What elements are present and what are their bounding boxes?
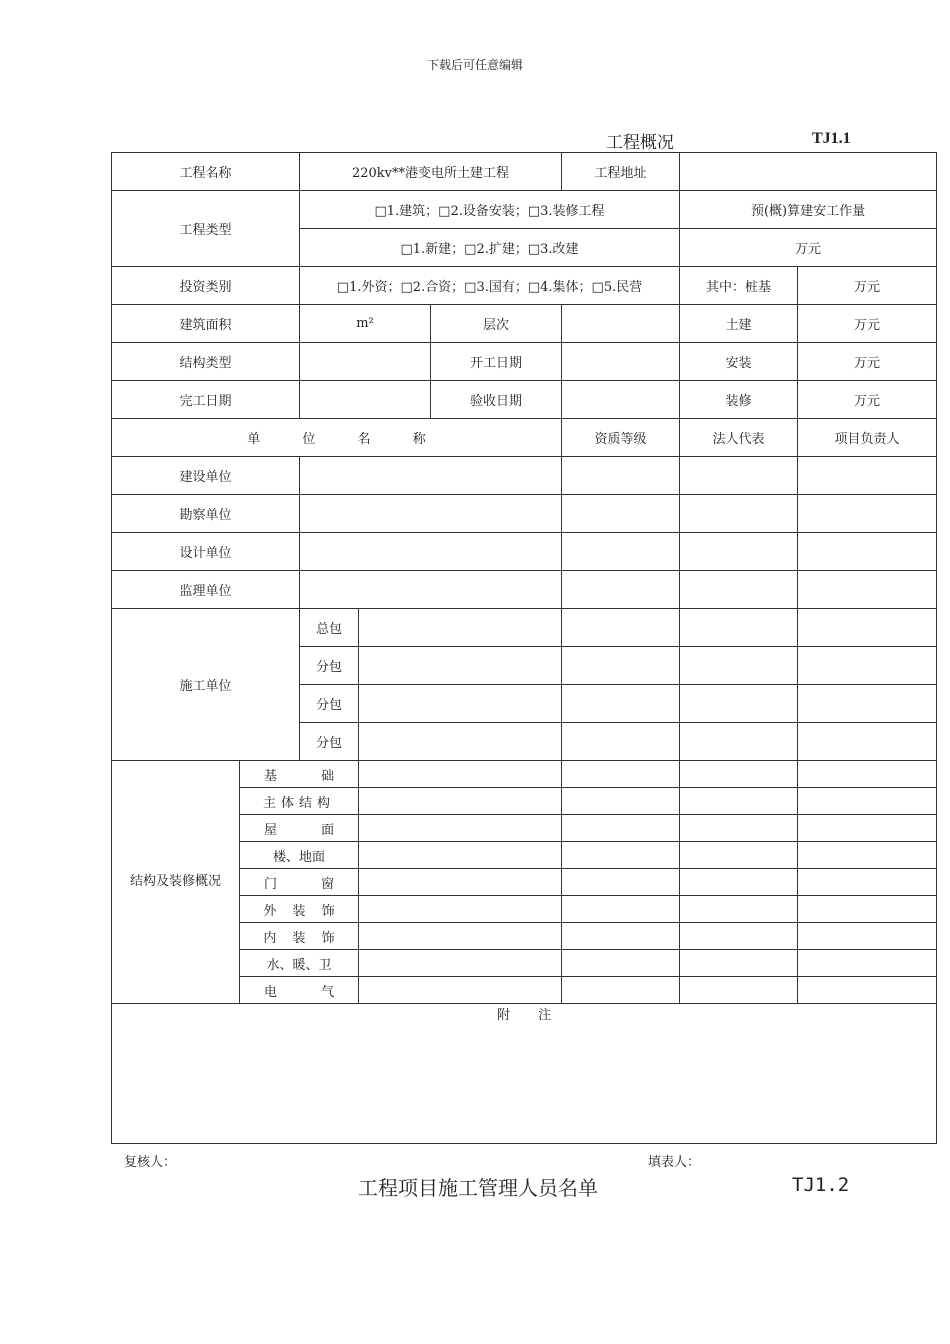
overview-value[interactable]: [562, 815, 680, 842]
reviewer-label: 复核人：: [124, 1155, 177, 1170]
overview-value[interactable]: [359, 977, 562, 1004]
overview-value[interactable]: [798, 923, 937, 950]
subcontract-name[interactable]: [359, 647, 562, 685]
finish-date-value[interactable]: [300, 381, 431, 419]
overview-value[interactable]: [798, 842, 937, 869]
construction-label: 施工单位: [112, 609, 300, 761]
owner-label: 建设单位: [112, 457, 300, 495]
filler-label: 填表人：: [648, 1155, 701, 1170]
subcontract-name[interactable]: [359, 723, 562, 761]
overview-item-roof: 屋 面: [240, 815, 359, 842]
overview-value[interactable]: [798, 950, 937, 977]
overview-value[interactable]: [359, 950, 562, 977]
legal-rep-header: 法人代表: [680, 419, 798, 457]
owner-name[interactable]: [300, 457, 562, 495]
form-title: 工程概况: [606, 133, 674, 153]
subcontract-label: 分包: [300, 723, 359, 761]
unit-name-header: 单 位 名 称: [112, 419, 562, 457]
general-contract-manager[interactable]: [798, 609, 937, 647]
overview-value[interactable]: [798, 869, 937, 896]
subcontract-qualification[interactable]: [562, 685, 680, 723]
civil-unit[interactable]: 万元: [798, 305, 937, 343]
structure-label: 结构类型: [112, 343, 300, 381]
overview-item-doors-windows: 门 窗: [240, 869, 359, 896]
qualification-header: 资质等级: [562, 419, 680, 457]
acceptance-date-label: 验收日期: [431, 381, 562, 419]
install-label: 安装: [680, 343, 798, 381]
remarks-field[interactable]: 附 注: [112, 1004, 937, 1144]
supervision-qualification[interactable]: [562, 571, 680, 609]
subcontract-manager[interactable]: [798, 723, 937, 761]
design-legal-rep[interactable]: [680, 533, 798, 571]
subcontract-label: 分包: [300, 685, 359, 723]
overview-value[interactable]: [562, 896, 680, 923]
overview-item-electrical: 电 气: [240, 977, 359, 1004]
overview-value[interactable]: [680, 842, 798, 869]
pile-unit[interactable]: 万元: [798, 267, 937, 305]
finish-date-label: 完工日期: [112, 381, 300, 419]
decoration-label: 装修: [680, 381, 798, 419]
overview-value[interactable]: [798, 815, 937, 842]
overview-value[interactable]: [562, 761, 680, 788]
survey-legal-rep[interactable]: [680, 495, 798, 533]
project-name-value[interactable]: 220kv**港变电所土建工程: [300, 153, 562, 191]
design-name[interactable]: [300, 533, 562, 571]
floors-label: 层次: [431, 305, 562, 343]
project-name-label: 工程名称: [112, 153, 300, 191]
overview-value[interactable]: [359, 869, 562, 896]
overview-item-plumbing: 水、暖、卫: [240, 950, 359, 977]
overview-value[interactable]: [680, 788, 798, 815]
overview-value[interactable]: [680, 869, 798, 896]
general-contract-label: 总包: [300, 609, 359, 647]
second-form-code: TJ1.2: [792, 1174, 850, 1196]
overview-value[interactable]: [680, 923, 798, 950]
owner-legal-rep[interactable]: [680, 457, 798, 495]
overview-value[interactable]: [680, 950, 798, 977]
overview-value[interactable]: [798, 761, 937, 788]
survey-qualification[interactable]: [562, 495, 680, 533]
overview-value[interactable]: [359, 788, 562, 815]
project-manager-header: 项目负责人: [798, 419, 937, 457]
project-type-options-2[interactable]: □1.新建；□2.扩建；□3.改建: [300, 229, 680, 267]
budget-total-unit[interactable]: 万元: [680, 229, 937, 267]
overview-value[interactable]: [359, 761, 562, 788]
owner-manager[interactable]: [798, 457, 937, 495]
overview-item-foundation: 基 础: [240, 761, 359, 788]
project-type-options-1[interactable]: □1.建筑；□2.设备安装；□3.装修工程: [300, 191, 680, 229]
install-unit[interactable]: 万元: [798, 343, 937, 381]
overview-item-floor: 楼、地面: [240, 842, 359, 869]
overview-item-interior: 内 装 饰: [240, 923, 359, 950]
second-form-title: 工程项目施工管理人员名单: [358, 1176, 598, 1200]
design-manager[interactable]: [798, 533, 937, 571]
overview-value[interactable]: [359, 842, 562, 869]
budget-label: 预(概)算建安工作量: [680, 191, 937, 229]
owner-qualification[interactable]: [562, 457, 680, 495]
address-value[interactable]: [680, 153, 937, 191]
survey-label: 勘察单位: [112, 495, 300, 533]
overview-value[interactable]: [562, 977, 680, 1004]
pile-label: 其中：桩基: [680, 267, 798, 305]
subcontract-qualification[interactable]: [562, 723, 680, 761]
supervision-label: 监理单位: [112, 571, 300, 609]
general-contract-qualification[interactable]: [562, 609, 680, 647]
civil-label: 土建: [680, 305, 798, 343]
overview-value[interactable]: [562, 950, 680, 977]
project-overview-table: [111, 152, 937, 1144]
subcontract-qualification[interactable]: [562, 647, 680, 685]
acceptance-date-value[interactable]: [562, 381, 680, 419]
subcontract-label: 分包: [300, 647, 359, 685]
overview-value[interactable]: [680, 815, 798, 842]
supervision-manager[interactable]: [798, 571, 937, 609]
overview-value[interactable]: [359, 896, 562, 923]
investment-options[interactable]: □1.外资；□2.合资；□3.国有；□4.集体；□5.民营: [300, 267, 680, 305]
subcontract-manager[interactable]: [798, 685, 937, 723]
investment-label: 投资类别: [112, 267, 300, 305]
project-type-label: 工程类型: [112, 191, 300, 267]
overview-value[interactable]: [680, 761, 798, 788]
supervision-name[interactable]: [300, 571, 562, 609]
survey-name[interactable]: [300, 495, 562, 533]
overview-value[interactable]: [562, 842, 680, 869]
floors-value[interactable]: [562, 305, 680, 343]
area-value[interactable]: m²: [300, 305, 431, 343]
general-contract-name[interactable]: [359, 609, 562, 647]
area-label: 建筑面积: [112, 305, 300, 343]
overview-value[interactable]: [798, 977, 937, 1004]
overview-value[interactable]: [359, 815, 562, 842]
overview-value[interactable]: [562, 923, 680, 950]
decoration-unit[interactable]: 万元: [798, 381, 937, 419]
overview-item-exterior: 外 装 饰: [240, 896, 359, 923]
overview-value[interactable]: [680, 977, 798, 1004]
address-label: 工程地址: [562, 153, 680, 191]
header-note: 下载后可任意编辑: [426, 58, 523, 72]
general-contract-legal-rep[interactable]: [680, 609, 798, 647]
start-date-value[interactable]: [562, 343, 680, 381]
overview-value[interactable]: [359, 923, 562, 950]
form-code: TJ1.1: [812, 130, 851, 147]
overview-value[interactable]: [798, 788, 937, 815]
start-date-label: 开工日期: [431, 343, 562, 381]
design-qualification[interactable]: [562, 533, 680, 571]
overview-value[interactable]: [562, 788, 680, 815]
subcontract-legal-rep[interactable]: [680, 723, 798, 761]
overview-item-main-structure: 主体结构: [240, 788, 359, 815]
overview-value[interactable]: [680, 896, 798, 923]
overview-value[interactable]: [798, 896, 937, 923]
subcontract-legal-rep[interactable]: [680, 685, 798, 723]
design-label: 设计单位: [112, 533, 300, 571]
supervision-legal-rep[interactable]: [680, 571, 798, 609]
subcontract-legal-rep[interactable]: [680, 647, 798, 685]
subcontract-manager[interactable]: [798, 647, 937, 685]
survey-manager[interactable]: [798, 495, 937, 533]
overview-vertical-label: 结构及装修概况: [112, 761, 240, 1004]
overview-value[interactable]: [562, 869, 680, 896]
subcontract-name[interactable]: [359, 685, 562, 723]
structure-value[interactable]: [300, 343, 431, 381]
